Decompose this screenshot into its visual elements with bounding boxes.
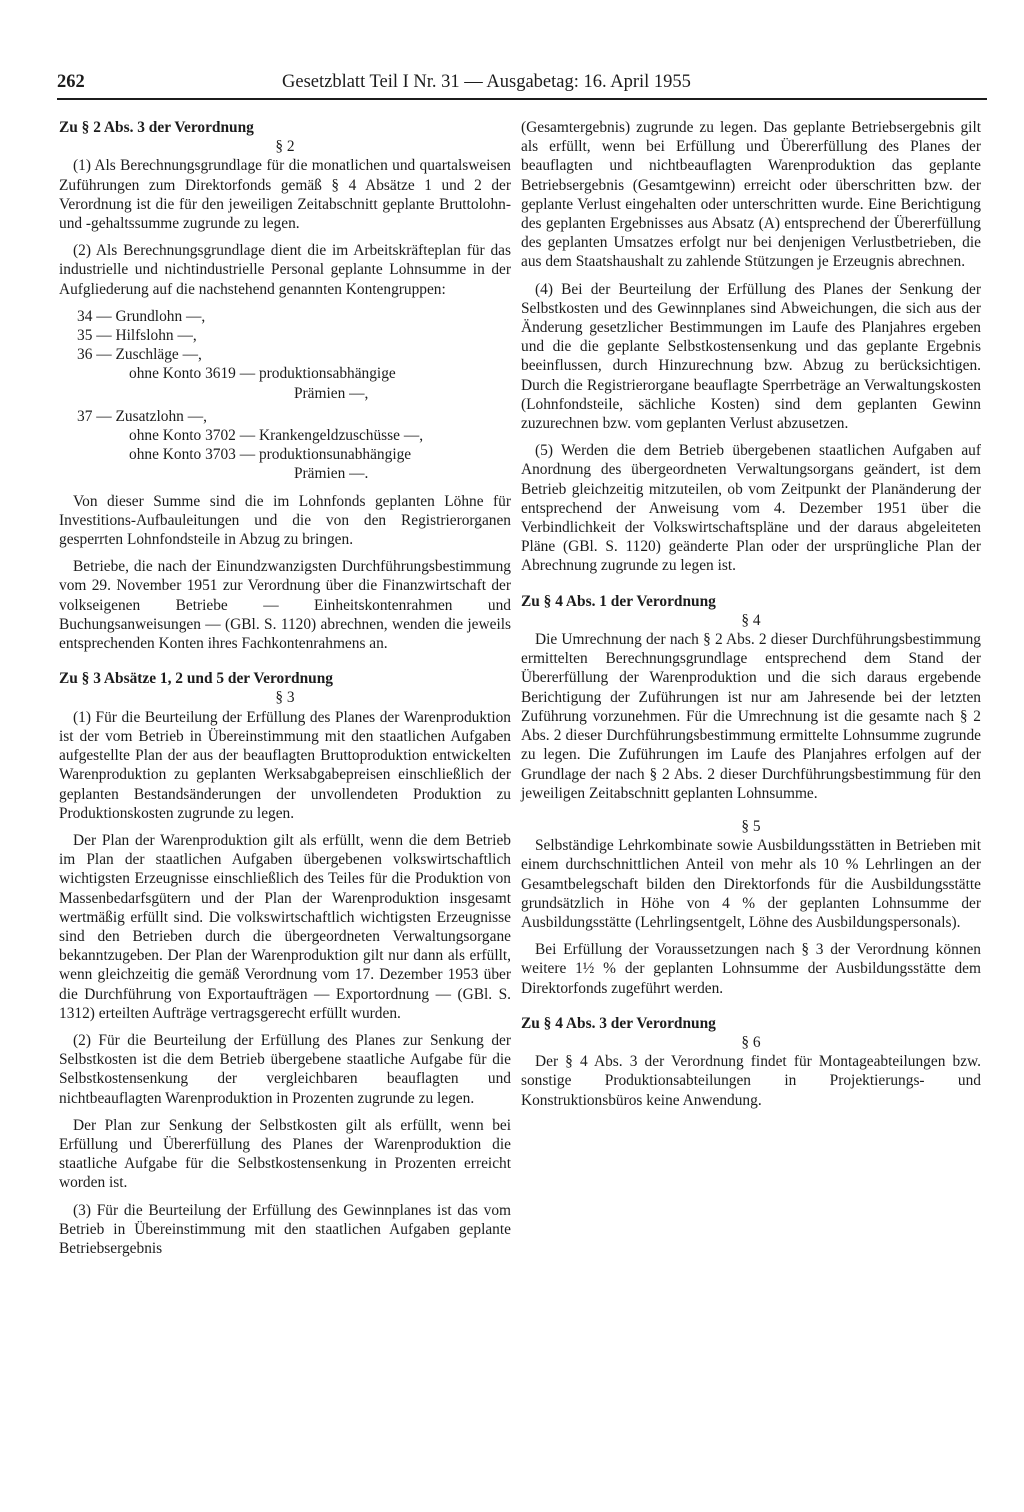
paragraph: Von dieser Summe sind die im Lohnfonds geplanten Löhne für Investitions-Aufbauleitungen und die von den Registrierorganen gesperrten Lohnfondsteile in Abzug zu bringen. [59, 492, 511, 549]
paragraph: Betriebe, die nach der Einundzwanzigsten Durchführungsbestimmung vom 29. November 1951 zur Verordnung über die Finanzwirtschaft der volkseigenen Betriebe — Einheitskontenrahmen und Buchungsanweisungen — (GBl. S. 1120) abrechnen, wenden die jeweils entsprechenden Konten ihres Fachkontenrahmens an. [59, 558, 511, 653]
paragraph: (4) Bei der Beurteilung der Erfüllung des Planes der Senkung der Selbstkosten und des Gewinnplanes sind Abweichungen, die sich aus der Änderung gesetzlicher Bestimmungen im Laufe des Planjahres ergeben und die die geplante Selbstkostensenkung und das geplante Ergebnis beeinflussen, durch Hinzurechnung bzw. Abzug zu berücksichtigen. Durch die Registrierorgane beauflagte Sperrbeträge an Verwaltungskosten (Lohnfondsteile, sächliche Kosten) sind dem geplanten Gewinn zuzurechnen bzw. vom geplanten Verlust abzusetzen. [521, 280, 981, 433]
page-header [57, 72, 987, 100]
paragraph: (1) Für die Beurteilung der Erfüllung des Planes der Warenproduktion ist der vom Betrieb in Übereinstimmung mit den staatlichen Aufgaben aufgestellte Plan der aus der beauflagten Bruttoproduktion entwickelten Warenproduktion zu geplanten Werksabgabepreisen einschließlich der geplanten Bestandsänderungen der unvollendeten Produktion zu Produktionskosten zugrunde zu legen. [59, 708, 511, 822]
paragraph: Bei Erfüllung der Voraussetzungen nach § 3 der Verordnung können weitere 1½ % der geplanten Lohnsumme der Ausbildungsstätte dem Direktorfonds zugeführt werden. [521, 941, 981, 997]
paragraph: (5) Werden die dem Betrieb übergebenen staatlichen Aufgaben auf Anordnung des übergeordneten Verwaltungsorgans geändert, ist dem Betrieb gleichzeitig mitzuteilen, ob vom Zeitpunkt der Planänderung der entsprechend der Anweisung vom 4. Dezember 1951 über die Verbindlichkeit der Volkswirtschaftspläne und der daraus abgeleiteten Pläne (GBl. S. 1120) geänderte Plan oder der ursprüngliche Plan der Abrechnung zugrunde zu legen ist. [521, 442, 981, 575]
paragraph: (Gesamtergebnis) zugrunde zu legen. Das geplante Betriebsergebnis gilt als erfüllt, wenn bei Erfüllung und Übererfüllung des Planes der beauflagten und nichtbeauflagten Warenproduktion das geplante Betriebsergebnis (Gesamtgewinn) erreicht oder überschritten bzw. der geplante Verlust eingehalten oder unterschritten wurde. Eine Berichtigung des geplanten Ergebnisses aus Absatz (A) entsprechend der Übererfüllung des geplanten Umsatzes erfolgt nur bei denjenigen Verlustbetrieben, die aus dem Staatshaushalt zu zahlende Stützungen je Erzeugnis abrechnen. [521, 119, 981, 271]
account-exclusion-cont: Prämien —, [294, 384, 369, 402]
running-title: Gesetzblatt Teil I Nr. 31 — Ausgabetag: 16. April 1955 [282, 72, 691, 92]
account-group-item: 36 — Zuschläge —, [77, 346, 202, 364]
left-column [59, 118, 511, 1266]
heading-zu-2: Zu § 2 Abs. 3 der Verordnung [59, 119, 254, 136]
account-group-item: 35 — Hilfslohn —, [77, 327, 197, 345]
paragraph: Die Umrechnung der nach § 2 Abs. 2 dieser Durchführungsbestimmung ermittelten Berechnungsgrundlage entsprechend dem Stand der Übererfüllung der Warenproduktion und die sich daraus ergebende Berichtigung der Zuführungen ist nur am Jahresende bei der letzten Zuführung vorzunehmen. Für die Umrechnung ist die gesamte nach § 2 Abs. 2 dieser Durchführungsbestimmung ermittelte Lohnsumme zugrunde zu legen. Die Zuführungen im Laufe des Planjahres erfolgen auf der Grundlage der nach § 2 Abs. 2 dieser Durchführungsbestimmung für den jeweiligen Zeitabschnitt geplanten Lohnsumme. [521, 631, 981, 802]
account-group-list [59, 307, 511, 484]
right-column [521, 118, 981, 1118]
section-4-title: § 4 [741, 611, 761, 629]
section-3-title: § 3 [275, 689, 295, 707]
paragraph: Der Plan der Warenproduktion gilt als erfüllt, wenn die dem Betrieb im Plan der staatlichen Aufgaben übergebenen volkswirtschaftlich wichtigsten Erzeugnisse einschließlich des Teiles für die Produktion von Massenbedarfsgütern und der Plan der Warenproduktion insgesamt wertmäßig erfüllt sind. Die volkswirtschaftlich wichtigsten Erzeugnisse sind den Betrieben durch die übergeordneten Verwaltungsorgane bekanntzugeben. Der Plan der Warenproduktion gilt nur dann als erfüllt, wenn gleichzeitig die gemäß Verordnung vom 17. Dezember 1953 über die Durchführung von Exportaufträgen — Exportordnung — (GBl. S. 1312) erteilten Aufträge vertragsgerecht erfüllt wurden. [59, 831, 511, 1022]
heading-zu-4-abs3: Zu § 4 Abs. 3 der Verordnung [521, 1014, 716, 1032]
paragraph: Der § 4 Abs. 3 der Verordnung findet für Montageabteilungen bzw. sonstige Produktionsabteilungen in Projektierungs- und Konstruktionsbüros keine Anwendung. [521, 1053, 981, 1109]
section-2-title: § 2 [275, 138, 295, 156]
page-number: 262 [57, 72, 85, 92]
section-6-title: § 6 [741, 1033, 761, 1051]
paragraph: Selbständige Lehrkombinate sowie Ausbildungsstätten in Betrieben mit einem durchschnittlichen Anteil von mehr als 10 % Lehrlingen an der Gesamtbelegschaft bilden den Direktorfonds für die Ausbildungsstätte grundsätzlich in Höhe von 4 % der geplanten Lohnsumme der Ausbildungsstätte (Lehrlingsentgelt, Löhne des Ausbildungspersonals). [521, 837, 981, 931]
paragraph: (2) Für die Beurteilung der Erfüllung des Planes zur Senkung der Selbstkosten ist die dem Betrieb übergebene staatliche Aufgabe für die Selbstkostensenkung der vergleichbaren beauflagten und nichtbeauflagten Warenproduktion in Prozenten zugrunde zu legen. [59, 1031, 511, 1107]
account-exclusion-cont: Prämien —. [294, 465, 369, 483]
account-exclusion: ohne Konto 3619 — produktionsabhängige [129, 365, 396, 383]
paragraph: Der Plan zur Senkung der Selbstkosten gilt als erfüllt, wenn bei Erfüllung und Übererfüllung des Planes der Warenproduktion die staatliche Aufgabe für die Selbstkostensenkung in Prozenten erreicht worden ist. [59, 1116, 511, 1192]
account-exclusion: ohne Konto 3703 — produktionsunabhängige [129, 446, 412, 464]
heading-zu-4-abs1: Zu § 4 Abs. 1 der Verordnung [521, 592, 716, 610]
account-exclusion: ohne Konto 3702 — Krankengeldzuschüsse —, [129, 427, 424, 445]
paragraph: (3) Für die Beurteilung der Erfüllung des Gewinnplanes ist das vom Betrieb in Übereinstimmung mit den staatlichen Aufgaben geplante Betriebsergebnis [59, 1201, 511, 1257]
paragraph: (2) Als Berechnungsgrundlage dient die im Arbeitskräfteplan für das industrielle und nichtindustrielle Personal geplante Lohnsumme in der Aufgliederung auf die nachstehend genannten Kontengruppen: [59, 242, 511, 298]
account-group-item: 37 — Zusatzlohn —, [77, 407, 207, 425]
paragraph: (1) Als Berechnungsgrundlage für die monatlichen und quartalsweisen Zuführungen zum Direktorfonds gemäß § 4 Absätze 1 und 2 der Verordnung ist die für den jeweiligen Zeitabschnitt geplante Bruttolohn- und -gehaltssumme zugrunde zu legen. [59, 157, 511, 233]
account-group-item: 34 — Grundlohn —, [77, 307, 206, 325]
heading-zu-3: Zu § 3 Absätze 1, 2 und 5 der Verordnung [59, 670, 333, 688]
section-5-title: § 5 [741, 817, 761, 835]
